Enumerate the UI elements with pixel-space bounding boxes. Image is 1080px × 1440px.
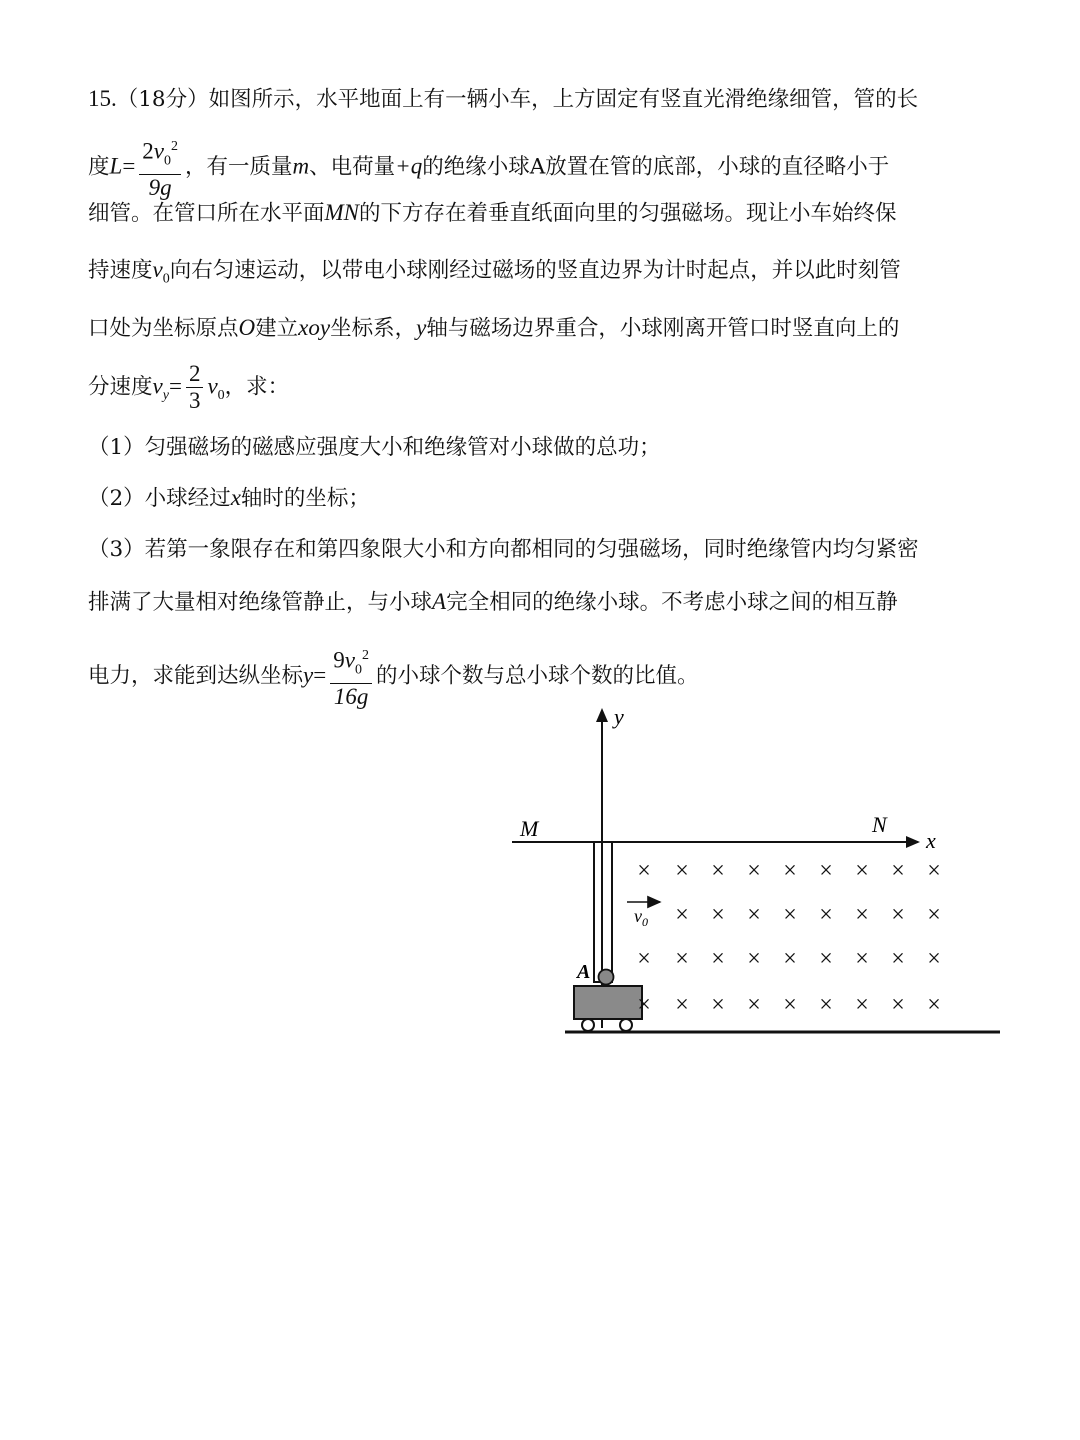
field-mark: × (855, 902, 869, 928)
problem-text-2d: 的绝缘小球A放置在管的底部，小球的直径略小于 (422, 154, 890, 180)
y-axis-symbol: y (416, 315, 427, 340)
field-mark: × (783, 946, 797, 972)
x-axis-arrow-icon (906, 836, 920, 848)
velocity-label: $v_0$ (634, 906, 648, 929)
field-mark: × (675, 902, 689, 928)
y-axis-label: y (614, 704, 624, 729)
x-axis-label: x (926, 828, 936, 853)
field-mark: × (675, 992, 689, 1018)
velocity-symbol: v (152, 257, 163, 282)
field-mark: × (711, 946, 725, 972)
field-mark: × (891, 902, 905, 928)
mn-symbol: MN (324, 200, 360, 225)
y-axis-arrow-icon (596, 708, 608, 722)
problem-text-5a: 口处为坐标原点 (88, 316, 239, 341)
problem-text-2b: ，有一质量 (185, 154, 293, 180)
question-1: （1）匀强磁场的磁感应强度大小和绝缘管对小球做的总功； (88, 435, 661, 460)
field-mark: × (927, 992, 941, 1018)
charge-symbol: +q (395, 153, 423, 179)
field-mark: × (637, 946, 651, 972)
question-2: （2）小球经过x轴时的坐标； (88, 485, 370, 511)
problem-text-3b: 的下方存在着垂直纸面向里的匀强磁场。现让小车始终保 (359, 201, 897, 226)
field-mark: × (675, 946, 689, 972)
x-axis-symbol: x (230, 485, 241, 510)
problem-text-3a: 细管。在管口所在水平面 (88, 201, 325, 226)
field-mark: × (783, 858, 797, 884)
field-mark: × (819, 902, 833, 928)
field-mark: × (675, 858, 689, 884)
label-m: M (520, 816, 539, 841)
problem-text-4b: 向右匀速运动，以带电小球刚经过磁场的竖直边界为计时起点，并以此时刻管 (169, 258, 901, 283)
field-mark: × (819, 946, 833, 972)
field-mark: × (927, 946, 941, 972)
ball-a-symbol: A (432, 589, 447, 614)
problem-points: （18分） (116, 87, 209, 112)
field-mark: × (711, 902, 725, 928)
field-mark: × (783, 902, 797, 928)
problem-text-5c: 坐标系， (330, 316, 417, 341)
field-mark: × (855, 992, 869, 1018)
question-3-line-2: 排满了大量相对绝缘管静止，与小球A完全相同的绝缘小球。不考虑小球之间的相互静 (88, 589, 898, 615)
magnetic-field-marks (637, 858, 941, 1018)
label-a: A (577, 961, 591, 983)
field-mark: × (747, 902, 761, 928)
field-mark: × (927, 902, 941, 928)
equals-sign: = (122, 153, 136, 179)
problem-line-6: 分速度$v_y=$ $\frac{2}{3}$ $v_0$，求： (88, 361, 290, 413)
field-mark: × (747, 992, 761, 1018)
origin-symbol: O (238, 315, 256, 340)
question-3-line-3: 电力，求能到达纵坐标y= $\frac{9v_0^2}{16g}$ 的小球个数与总小球个数的比值。 (88, 643, 698, 710)
cart-body (574, 986, 642, 1019)
problem-line-4: 持速度$v_0$向右匀速运动，以带电小球刚经过磁场的竖直边界为计时起点，并以此时刻管 (88, 257, 901, 287)
problem-text-6a: 分速度 (88, 374, 153, 400)
problem-text-2a: 度 (88, 154, 110, 180)
ball-a (599, 970, 614, 985)
field-mark: × (747, 946, 761, 972)
field-mark: × (891, 992, 905, 1018)
field-mark: × (855, 946, 869, 972)
problem-text-5b: 建立 (255, 316, 299, 341)
field-mark: × (747, 858, 761, 884)
field-mark: × (819, 858, 833, 884)
field-mark: × (637, 858, 651, 884)
field-mark: × (891, 858, 905, 884)
vy-fraction: $\frac{2}{3}$ (186, 361, 204, 414)
xoy-symbol: xoy (298, 315, 331, 340)
y-target-fraction: $\frac{9v_0^2}{16g}$ (330, 643, 372, 710)
field-mark: × (637, 992, 651, 1018)
problem-number: 15. (88, 86, 117, 111)
length-symbol: L (109, 153, 123, 179)
question-3-line-1: （3）若第一象限存在和第四象限大小和方向都相同的匀强磁场，同时绝缘管内均匀紧密 (88, 537, 919, 562)
length-fraction: $\frac{2v_0^2}{9g}$ (139, 134, 181, 201)
mass-symbol: m (292, 153, 310, 179)
label-n: N (872, 812, 887, 837)
field-mark: × (891, 946, 905, 972)
cart-wheel-right (620, 1019, 632, 1031)
problem-text-5d: 轴与磁场边界重合，小球刚离开管口时竖直向上的 (426, 316, 900, 341)
problem-text-1: 如图所示，水平地面上有一辆小车，上方固定有竖直光滑绝缘细管，管的长 (208, 87, 919, 112)
field-mark: × (711, 858, 725, 884)
field-mark: × (711, 992, 725, 1018)
problem-text-2c: 、电荷量 (309, 154, 396, 180)
cart-wheel-left (582, 1019, 594, 1031)
field-mark: × (855, 858, 869, 884)
field-mark: × (927, 858, 941, 884)
problem-text-4a: 持速度 (88, 258, 153, 283)
field-mark: × (783, 992, 797, 1018)
field-mark: × (819, 992, 833, 1018)
problem-text-6b: ，求： (224, 374, 290, 400)
